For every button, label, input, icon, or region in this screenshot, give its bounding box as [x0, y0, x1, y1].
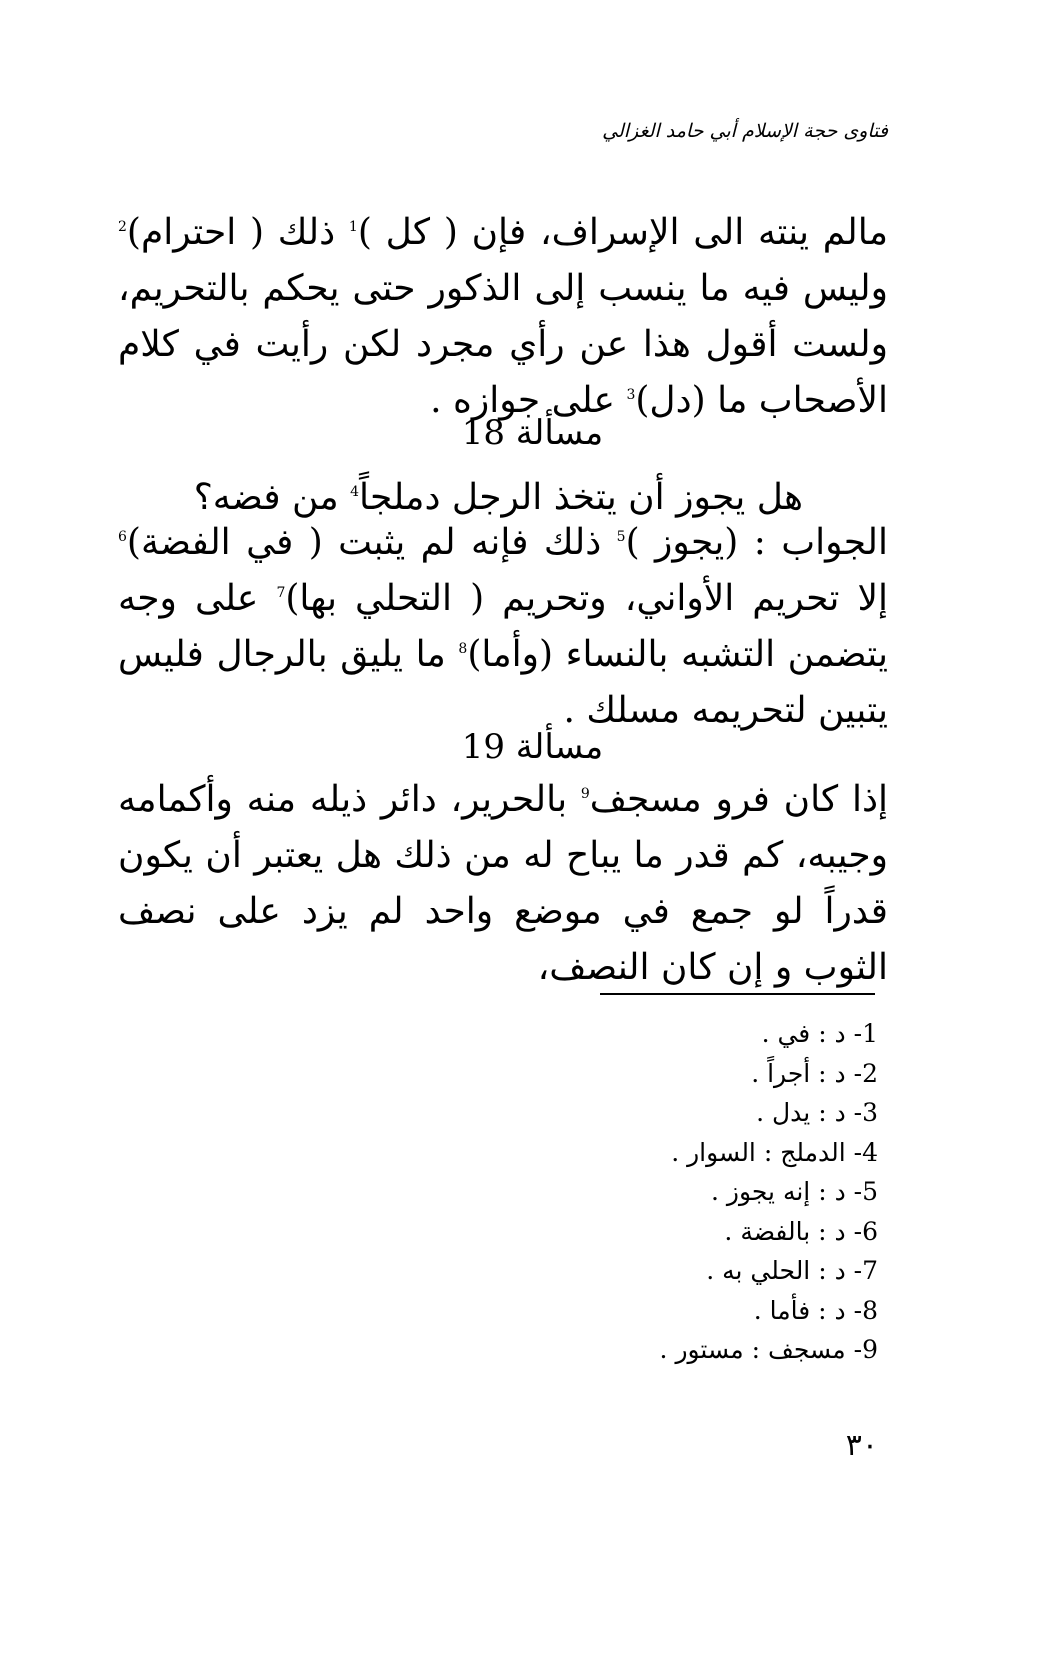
footnote-ref: 7 — [276, 585, 286, 601]
footnote-ref: 9 — [580, 786, 590, 802]
footnote-ref: 4 — [350, 484, 360, 500]
question-19-text — [118, 772, 888, 996]
running-head: فتاوى حجة الإسلام أبي حامد الغزالي — [602, 120, 888, 142]
text-run: هل يجوز أن يتخذ الرجل دملجاً — [359, 477, 803, 518]
footnote: 7- د : الحلي به . — [706, 1256, 878, 1285]
footnote-ref: 6 — [118, 529, 127, 545]
footnote-ref: 2 — [118, 219, 127, 235]
text-run: إذا كان فرو مسجف — [589, 779, 888, 820]
text-run: ذلك فإنه لم يثبت ( في الفضة) — [126, 522, 617, 563]
footnote: 6- د : بالفضة . — [724, 1216, 878, 1246]
text-run: على وجه يتضمن التشبه بالنساء (وأما) — [118, 578, 888, 675]
text-run: مالم ينته الى الإسراف، فإن ( كل ) — [357, 212, 888, 253]
footnote-ref: 1 — [348, 219, 358, 235]
footnote-ref: 5 — [616, 529, 626, 545]
text-run: ما يليق بالرجال فليس يتبين لتحريمه مسلك . — [118, 634, 888, 731]
text-run: من فضه؟ — [193, 477, 351, 518]
text-run: على جوازه . — [430, 380, 627, 421]
footnote: 5- د : إنه يجوز . — [711, 1177, 878, 1206]
footnotes-list — [660, 1014, 878, 1370]
page-number: ٣٠ — [845, 1428, 878, 1463]
footnote: 8- د : فأما . — [753, 1295, 878, 1325]
question-19-heading: مسألة 19 — [461, 727, 604, 767]
answer-18 — [118, 515, 888, 739]
footnote-divider — [600, 993, 875, 995]
footnote: 9- مسجف : مستور . — [659, 1335, 878, 1364]
paragraph-1 — [118, 205, 888, 429]
text-run: وليس فيه ما ينسب إلى الذكور حتى يحكم بالتحريم، ولست أقول هذا عن رأي مجرد لكن رأيت في كلام الأصحاب ما (دل) — [118, 268, 888, 421]
text-run: الجواب : (يجوز ) — [625, 522, 888, 563]
text-run: ذلك ( احترام) — [126, 212, 349, 253]
footnote: 2- د : أجراً . — [751, 1058, 878, 1088]
footnote-ref: 3 — [626, 387, 636, 403]
question-18-heading: مسألة 18 — [461, 413, 604, 453]
text-run: إلا تحريم الأواني، وتحريم ( التحلي بها) — [285, 578, 888, 619]
footnote: 1- د : في . — [761, 1019, 878, 1048]
footnote: 3- د : يدل . — [756, 1098, 878, 1127]
text-run: بالحرير، دائر ذيله منه وأكمامه وجيبه، كم قدر ما يباح له من ذلك هل يعتبر أن يكون قدراً لو جمع في موضع واحد لم يزد على نصف الثوب و إن كان النصف، — [118, 779, 888, 988]
footnote: 4- الدملج : السوار . — [671, 1137, 878, 1167]
footnote-ref: 8 — [458, 641, 468, 657]
